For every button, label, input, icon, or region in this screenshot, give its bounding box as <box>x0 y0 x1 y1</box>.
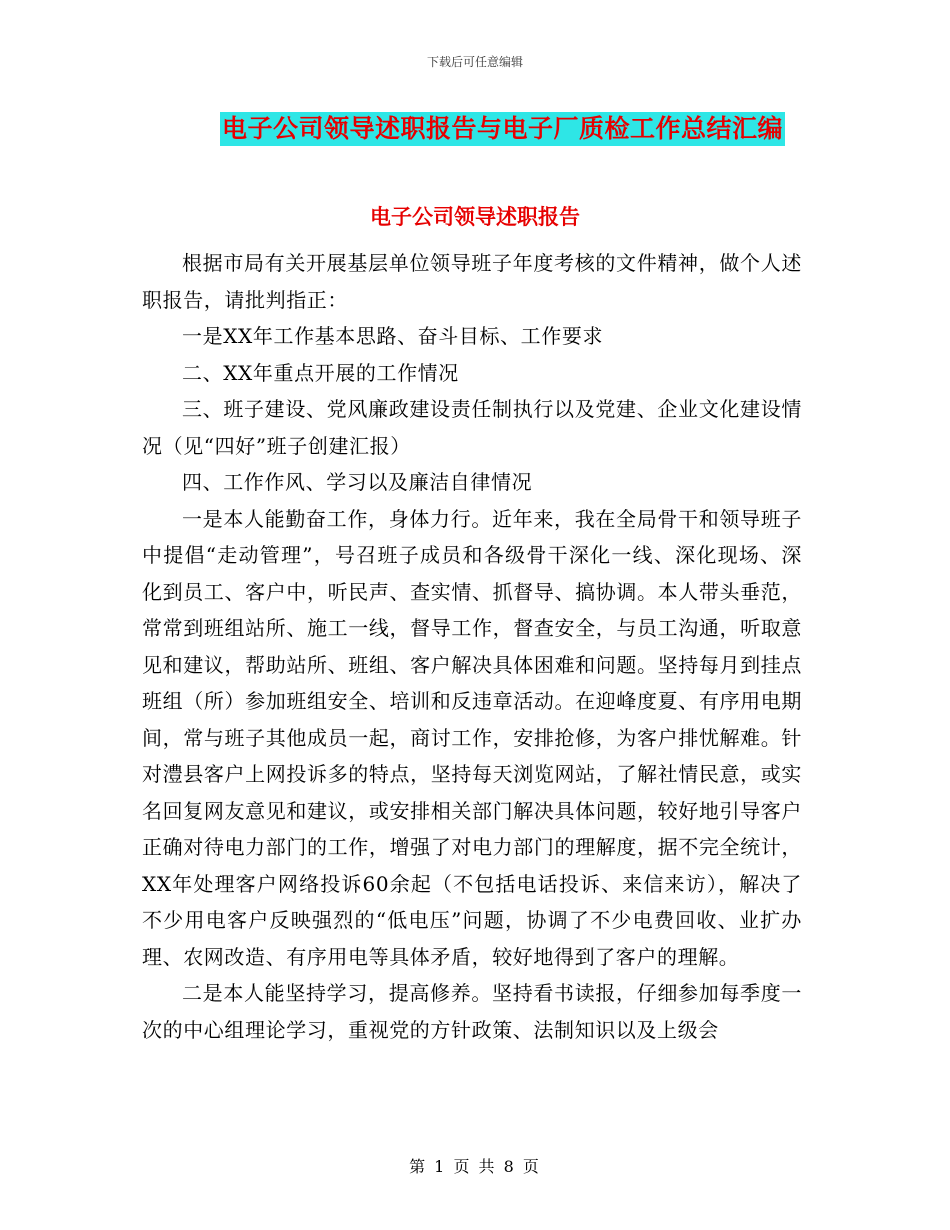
paragraph: 根据市局有关开展基层单位领导班子年度考核的文件精神，做个人述职报告，请批判指正： <box>142 251 802 312</box>
paragraph: 三、班子建设、党风廉政建设责任制执行以及党建、企业文化建设情况（见“四好”班子创建汇报） <box>142 397 802 458</box>
section-title: 电子公司领导述职报告 <box>370 205 580 229</box>
document-body <box>142 245 802 1048</box>
page-footer-number: 第 1 页 共 8 页 <box>409 1157 541 1176</box>
document-title-container <box>0 112 950 146</box>
paragraph: 一是XX年工作基本思路、奋斗目标、工作要求 <box>182 324 604 348</box>
paragraph: 四、工作作风、学习以及廉洁自律情况 <box>182 470 533 494</box>
paragraph: 一是本人能勤奋工作，身体力行。近年来，我在全局骨干和领导班子中提倡“走动管理”，号召班子成员和各级骨干深化一线、深化现场、深化到员工、客户中，听民声、查实情、抓督导、搞协调。本人带头垂范，常常到班组站所、施工一线，督导工作，督查安全，与员工沟通，听取意见和建议，帮助站所、班组、客户解决具体困难和问题。坚持每月到挂点班组（所）参加班组安全、培训和反违章活动。在迎峰度夏、有序用电期间，常与班子其他成员一起，商讨工作，安排抢修，为客户排忧解难。针对澧县客户上网投诉多的特点，坚持每天浏览网站，了解社情民意，或实名回复网友意见和建议，或安排相关部门解决具体问题，较好地引导客户正确对待电力部门的工作，增强了对电力部门的理解度，据不完全统计，XX年处理客户网络投诉60余起（不包括电话投诉、来信来访），解决了不少用电客户反映强烈的“低电压”问题，协调了不少电费回收、业扩办理、农网改造、有序用电等具体矛盾，较好地得到了客户的理解。 <box>142 506 802 969</box>
paragraph: 二是本人能坚持学习，提高修养。坚持看书读报，仔细参加每季度一次的中心组理论学习，重视党的方针政策、法制知识以及上级会 <box>142 981 802 1042</box>
paragraph: 二、XX年重点开展的工作情况 <box>182 360 459 385</box>
page-header-note: 下载后可任意编辑 <box>426 55 523 69</box>
document-title: 电子公司领导述职报告与电子厂质检工作总结汇编 <box>220 112 785 146</box>
